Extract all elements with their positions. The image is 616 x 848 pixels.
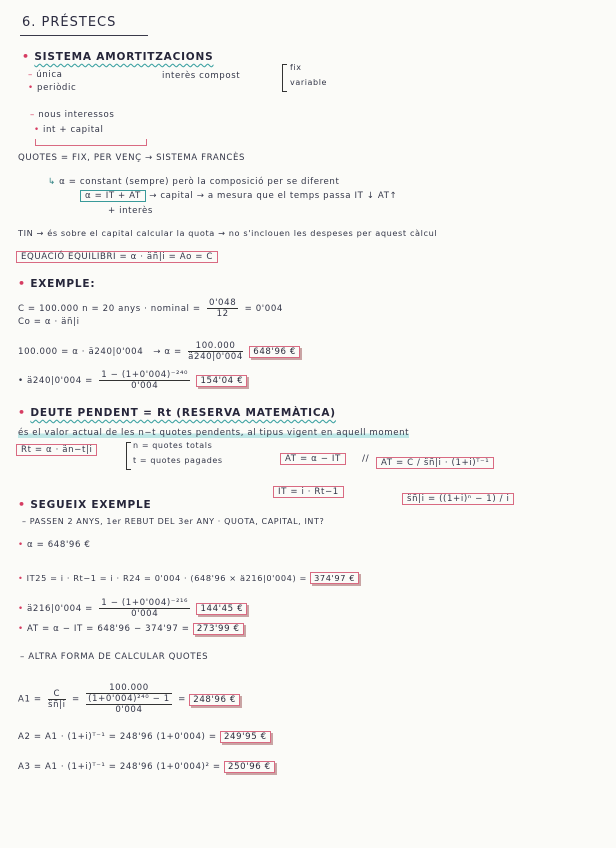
deute-heading: • DEUTE PENDENT = Rt (RESERVA MATEMÀTICA)	[18, 406, 336, 419]
segueix-line2: • IT25 = i · Rt−1 = i · R24 = 0'004 · (648'96 × ä216|0'004) = 374'97 €	[18, 573, 359, 583]
exemple-result-quota: 648'96 €	[249, 346, 300, 358]
title-underline	[20, 35, 148, 36]
sec2-heading: – nous interessos	[30, 110, 115, 120]
altra-a3: A3 = A1 · (1+i)ᵀ⁻¹ = 248'96 (1+0'004)² = 250'96 €	[18, 762, 275, 772]
segueix-line3: • ä216|0'004 = $\frac{\text{1 − (1+0'004)⁻²¹⁶}}{0'004}$ 144'45 €	[18, 598, 247, 619]
exemple-line2: Co = α · äñ|i	[18, 317, 80, 327]
altra-result-a2: 249'95 €	[220, 731, 271, 743]
exemple-line3: 100.000 = α · ä240|0'004 → α = $\frac{100.000}{ä240|0'004}$ 648'96 €	[18, 341, 300, 362]
sec1-option-fix: fix	[290, 63, 302, 72]
sec1-middle: interès compost	[162, 71, 241, 81]
deute-separator: //	[362, 454, 370, 464]
altra-heading: – ALTRA FORMA DE CALCULAR QUOTES	[20, 652, 209, 662]
sec1-bracket	[282, 64, 287, 92]
quotes-line2: ↳ α = constant (sempre) però la composició per se diferent	[48, 177, 340, 187]
deute-box-it: IT = i · Rt−1	[273, 487, 344, 497]
quotes-tail: → capital → a mesura que el temps passa IT ↓ AT↑	[149, 191, 398, 201]
sec1-option-variable: variable	[290, 78, 328, 87]
altra-a1: A1 = $\frac{C}{s̈ñ|i}$ = 100.000 (1+0'004)²⁴⁰ − 1 0'004 = 248'96 €	[18, 683, 240, 715]
segueix-result-at: 273'99 €	[193, 623, 244, 635]
deute-desc: és el valor actual de les n−t quotes pendents, al tipus vigent en aquell moment	[18, 428, 410, 438]
equacio-box: EQUACIÓ EQUILIBRI = α · äñ|i = Ao = C	[16, 252, 218, 262]
deute-brace-n: n = quotes totals	[133, 441, 213, 450]
quotes-line: QUOTES = FIX, PER VENÇ → SISTEMA FRANCÈS	[18, 153, 246, 163]
altra-a2: A2 = A1 · (1+i)ᵀ⁻¹ = 248'96 (1+0'004) = 249'95 €	[18, 732, 271, 742]
exemple-result-annuity: 154'04 €	[196, 375, 247, 387]
exemple-line1: C = 100.000 n = 20 anys · nominal = $\frac{0'048}{12}$ = 0'004	[18, 298, 283, 319]
quotes-box-row	[80, 191, 397, 201]
deute-box-at: AT = α − IT	[280, 454, 346, 464]
exemple-line4: • ä240|0'004 = $\frac{\text{1 − (1+0'004)⁻²⁴⁰}}{0'004}$ 154'04 €	[18, 370, 247, 391]
segueix-sub: – PASSEN 2 ANYS, 1er REBUT DEL 3er ANY · QUOTA, CAPITAL, INT?	[22, 517, 325, 526]
quotes-under: + interès	[108, 206, 153, 216]
segueix-line1: • α = 648'96 €	[18, 540, 91, 550]
sec1-item-unica: – única	[28, 70, 63, 80]
segueix-heading: • SEGUEIX EXEMPLE	[18, 498, 152, 511]
sec1-heading: • SISTEMA AMORTITZACIONS	[22, 50, 214, 63]
sec1-item-periodic: • periòdic	[28, 83, 77, 93]
deute-brace-t: t = quotes pagades	[133, 456, 223, 465]
exemple-heading: • EXEMPLE:	[18, 277, 96, 290]
segueix-line4: • AT = α − IT = 648'96 − 374'97 = 273'99 €	[18, 624, 244, 634]
tin-line: TIN → és sobre el capital calcular la quota → no s'inclouen les despeses per aquest càlcul	[18, 228, 438, 238]
sec2-formula: • int + capital	[34, 125, 104, 135]
sec2-bracket	[35, 139, 147, 146]
deute-brace	[126, 442, 131, 470]
deute-box-rt: Rt = α · än−t|i	[16, 445, 97, 455]
altra-result-a1: 248'96 €	[189, 694, 240, 706]
quotes-box: α = IT + AT	[80, 190, 146, 202]
page-title: 6. PRÉSTECS	[22, 15, 117, 30]
deute-box-s: s̈ñ|i = ((1+i)ⁿ − 1) / i	[402, 494, 514, 504]
segueix-result-annuity: 144'45 €	[196, 603, 247, 615]
altra-result-a3: 250'96 €	[224, 761, 275, 773]
deute-box-at2: AT = C / s̈ñ|i · (1+i)ᵀ⁻¹	[376, 458, 494, 468]
segueix-result-it: 374'97 €	[310, 572, 359, 584]
